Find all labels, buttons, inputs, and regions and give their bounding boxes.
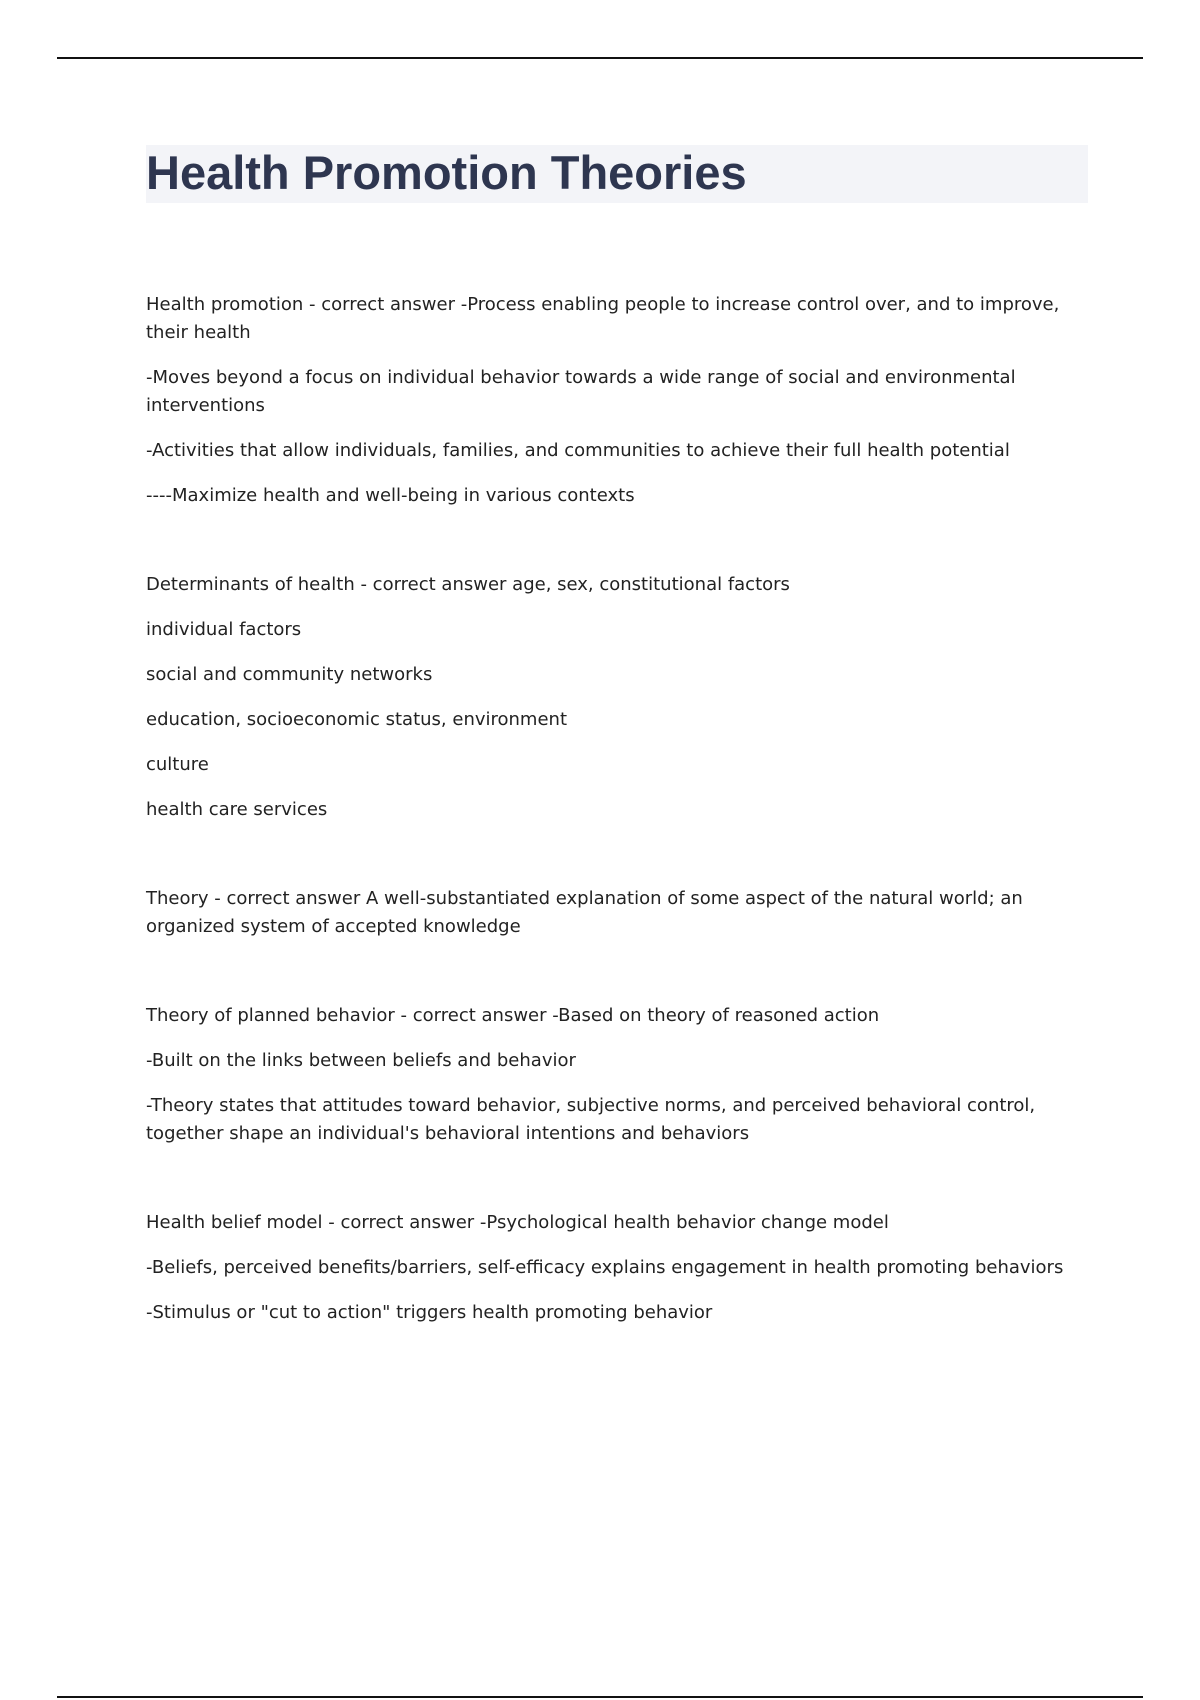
paragraph: -Theory states that attitudes toward behavior, subjective norms, and perceived behavioral control, together shape an individual's behavioral intentions and behaviors [146,1095,1036,1144]
paragraph: health care services [146,799,328,820]
paragraph: social and community networks [146,664,433,685]
paragraph: -Built on the links between beliefs and behavior [146,1050,576,1071]
paragraph: Health belief model - correct answer -Psychological health behavior change model [146,1212,889,1233]
paragraph: Health promotion - correct answer -Process enabling people to increase control over, and to improve, their health [146,294,1060,343]
section-theory-of-planned-behavior [146,1002,1086,1148]
section-health-promotion [146,291,1086,510]
page-top-rule [57,57,1143,59]
section-theory [146,885,1086,941]
paragraph: -Beliefs, perceived benefits/barriers, self-efficacy explains engagement in health promoting behaviors [146,1257,1064,1278]
paragraph: culture [146,754,209,775]
paragraph: ----Maximize health and well-being in various contexts [146,485,635,506]
page-title: Health Promotion Theories [146,146,747,199]
paragraph: -Moves beyond a focus on individual behavior towards a wide range of social and environmental interventions [146,367,1016,416]
document-body [146,291,1086,1327]
paragraph: Determinants of health - correct answer age, sex, constitutional factors [146,574,790,595]
section-determinants-of-health [146,571,1086,824]
paragraph: -Stimulus or "cut to action" triggers health promoting behavior [146,1302,713,1323]
section-health-belief-model [146,1209,1086,1327]
paragraph: education, socioeconomic status, environment [146,709,568,730]
paragraph: Theory of planned behavior - correct answer -Based on theory of reasoned action [146,1005,880,1026]
paragraph: -Activities that allow individuals, families, and communities to achieve their full health potential [146,440,1010,461]
paragraph: Theory - correct answer A well-substantiated explanation of some aspect of the natural world; an organized system of accepted knowledge [146,888,1023,937]
page-bottom-rule [57,1696,1143,1698]
paragraph: individual factors [146,619,302,640]
